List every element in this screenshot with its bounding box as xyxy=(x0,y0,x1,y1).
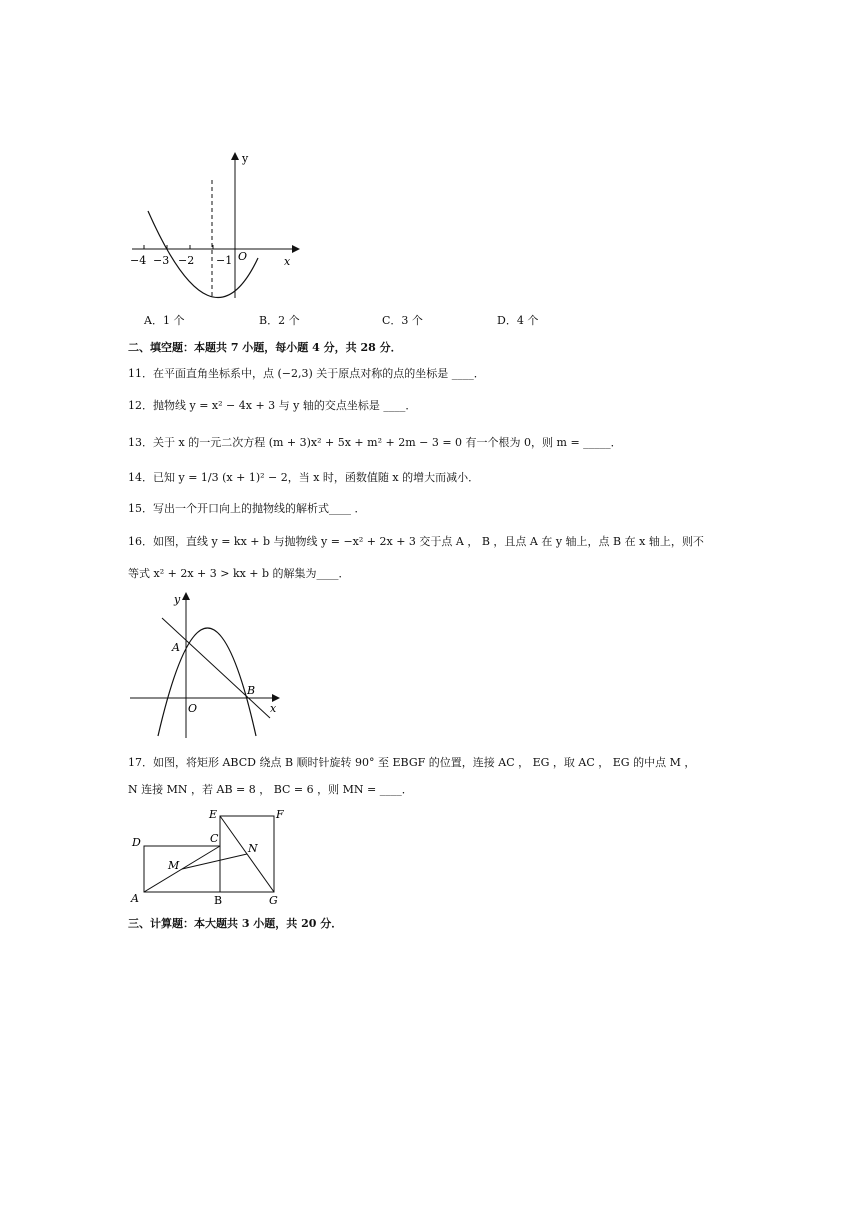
tick-label: −3 xyxy=(153,254,170,267)
x-axis-label: x xyxy=(284,255,291,268)
label-d: D xyxy=(132,836,141,849)
origin-label: O xyxy=(188,702,198,715)
figure-parabola-2 xyxy=(128,590,288,740)
question-17-line2: N 连接 MN ，若 AB = 8 ， BC = 6 ，则 MN = ____． xyxy=(128,783,413,796)
origin-label: O xyxy=(238,250,248,263)
label-b: B xyxy=(214,894,223,907)
figure-parabola-1 xyxy=(128,148,308,313)
point-b-label: B xyxy=(247,684,256,697)
straight-line xyxy=(162,618,270,718)
question-15: 15．写出一个开口向上的抛物线的解析式____ ． xyxy=(128,502,366,515)
label-g: G xyxy=(269,894,278,907)
figure-rectangles xyxy=(128,806,298,906)
x-axis-label: x xyxy=(270,702,277,715)
label-c: C xyxy=(210,832,219,845)
section-heading: 三、计算题：本大题共 3 小题，共 20 分． xyxy=(128,917,343,930)
option-d: D．4 个 xyxy=(497,314,539,327)
tick-label: −1 xyxy=(216,254,233,267)
y-axis-label: y xyxy=(174,593,181,606)
question-14: 14．已知 y = 1/3 (x + 1)² − 2，当 x 时，函数值随 x 的增大而减小． xyxy=(128,471,480,484)
tick-label: −4 xyxy=(130,254,147,267)
question-12: 12．抛物线 y = x² − 4x + 3 与 y 轴的交点坐标是 ____． xyxy=(128,399,417,412)
point-a-label: A xyxy=(172,641,180,654)
label-a: A xyxy=(131,892,139,905)
label-m: M xyxy=(168,859,180,872)
y-axis-label: y xyxy=(242,152,249,165)
label-n: N xyxy=(248,842,258,855)
option-b: B．2 个 xyxy=(259,314,300,327)
option-c: C．3 个 xyxy=(382,314,423,327)
label-f: F xyxy=(276,808,284,821)
question-11: 11．在平面直角坐标系中，点 (−2,3) 关于原点对称的点的坐标是 ____． xyxy=(128,367,485,380)
label-e: E xyxy=(209,808,218,821)
question-16-line1: 16．如图，直线 y = kx + b 与抛物线 y = −x² + 2x + 3 交于点 A ， B ，且点 A 在 y 轴上，点 B 在 x 轴上，则不 xyxy=(128,535,704,548)
question-13: 13．关于 x 的一元二次方程 (m + 3)x² + 5x + m² + 2m − 3 = 0 有一个根为 0，则 m = _____． xyxy=(128,436,622,449)
question-16-line2: 等式 x² + 2x + 3 > kx + b 的解集为____． xyxy=(128,567,350,580)
section-heading: 二、填空题：本题共 7 小题，每小题 4 分，共 28 分． xyxy=(128,341,402,354)
question-17-line1: 17．如图，将矩形 ABCD 绕点 B 顺时针旋转 90° 至 EBGF 的位置，连接 AC ， EG ，取 AC ， EG 的中点 M ， xyxy=(128,756,696,769)
tick-label: −2 xyxy=(178,254,195,267)
option-a: A．1 个 xyxy=(144,314,185,327)
